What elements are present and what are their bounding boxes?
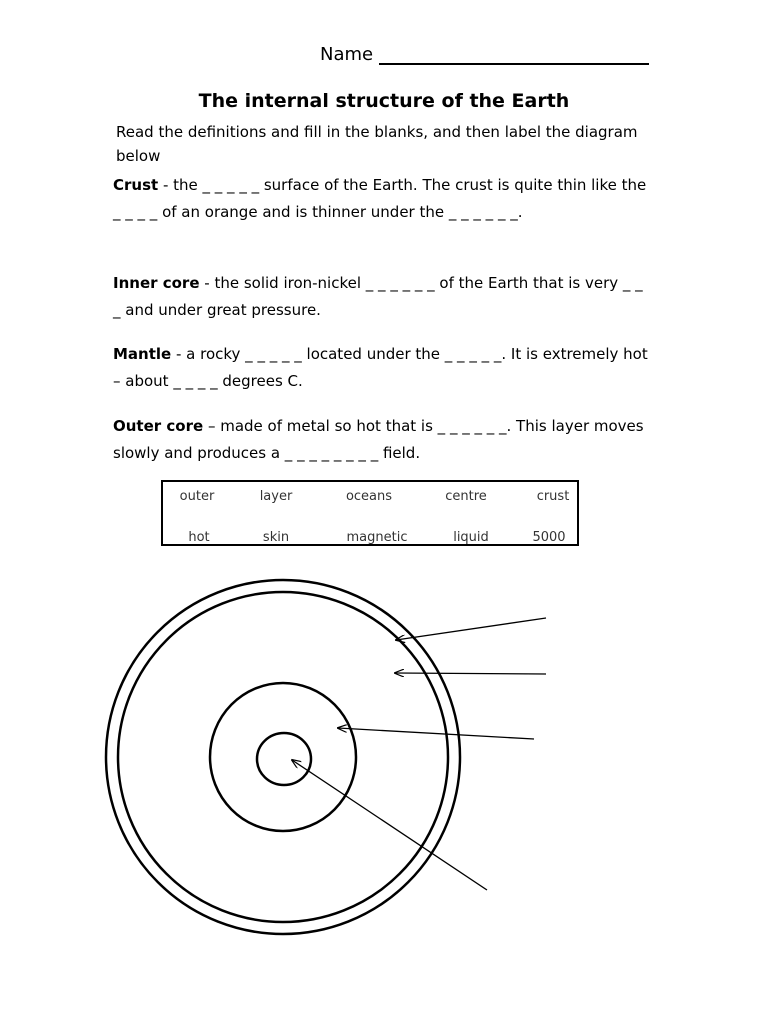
definition-text: - a rocky _ _ _ _ _ located under the _ _ _ _ _. It is extremely hot – about _ _ _ _ degrees C. — [113, 345, 648, 390]
word-bank-word: centre — [445, 489, 487, 504]
outer-core-circle — [210, 683, 356, 831]
word-bank-word: liquid — [453, 530, 489, 545]
word-bank-word: hot — [188, 530, 210, 545]
definition-term: Inner core — [113, 274, 200, 292]
word-bank-word: skin — [262, 530, 290, 545]
definition-term: Mantle — [113, 345, 172, 363]
crust-inner-circle — [118, 592, 448, 922]
definition-text: - the _ _ _ _ _ surface of the Earth. The crust is quite thin like the _ _ _ _ of an orange and is thinner under the _ _ _ _ _ _. — [113, 176, 647, 221]
word-bank-word: crust — [536, 489, 570, 504]
definition-term: Crust — [113, 176, 159, 194]
word-bank-word: layer — [259, 489, 293, 504]
definition-term: Outer core — [113, 417, 204, 435]
label-arrow-mantle — [395, 673, 546, 674]
word-bank-word: outer — [179, 489, 215, 504]
crust-outer-circle — [106, 580, 460, 934]
definition-text: - the solid iron-nickel _ _ _ _ _ _ of the Earth that is very _ _ _ and under great pressure. — [113, 274, 643, 319]
label-arrow-crust — [396, 618, 546, 640]
instructions: Read the definitions and fill in the blanks, and then label the diagram below — [116, 123, 638, 165]
word-bank-word: 5000 — [532, 530, 566, 545]
label-arrow-outer-core — [338, 728, 534, 739]
inner-core-circle — [257, 733, 311, 785]
definition-text: – made of metal so hot that is _ _ _ _ _ _. This layer moves slowly and produces a _ _ _ _ _ _ _ _ field. — [113, 417, 644, 462]
page-title: The internal structure of the Earth — [198, 90, 570, 112]
word-bank-word: oceans — [345, 489, 393, 504]
name-label: Name — [320, 44, 374, 65]
word-bank-word: magnetic — [346, 530, 408, 545]
